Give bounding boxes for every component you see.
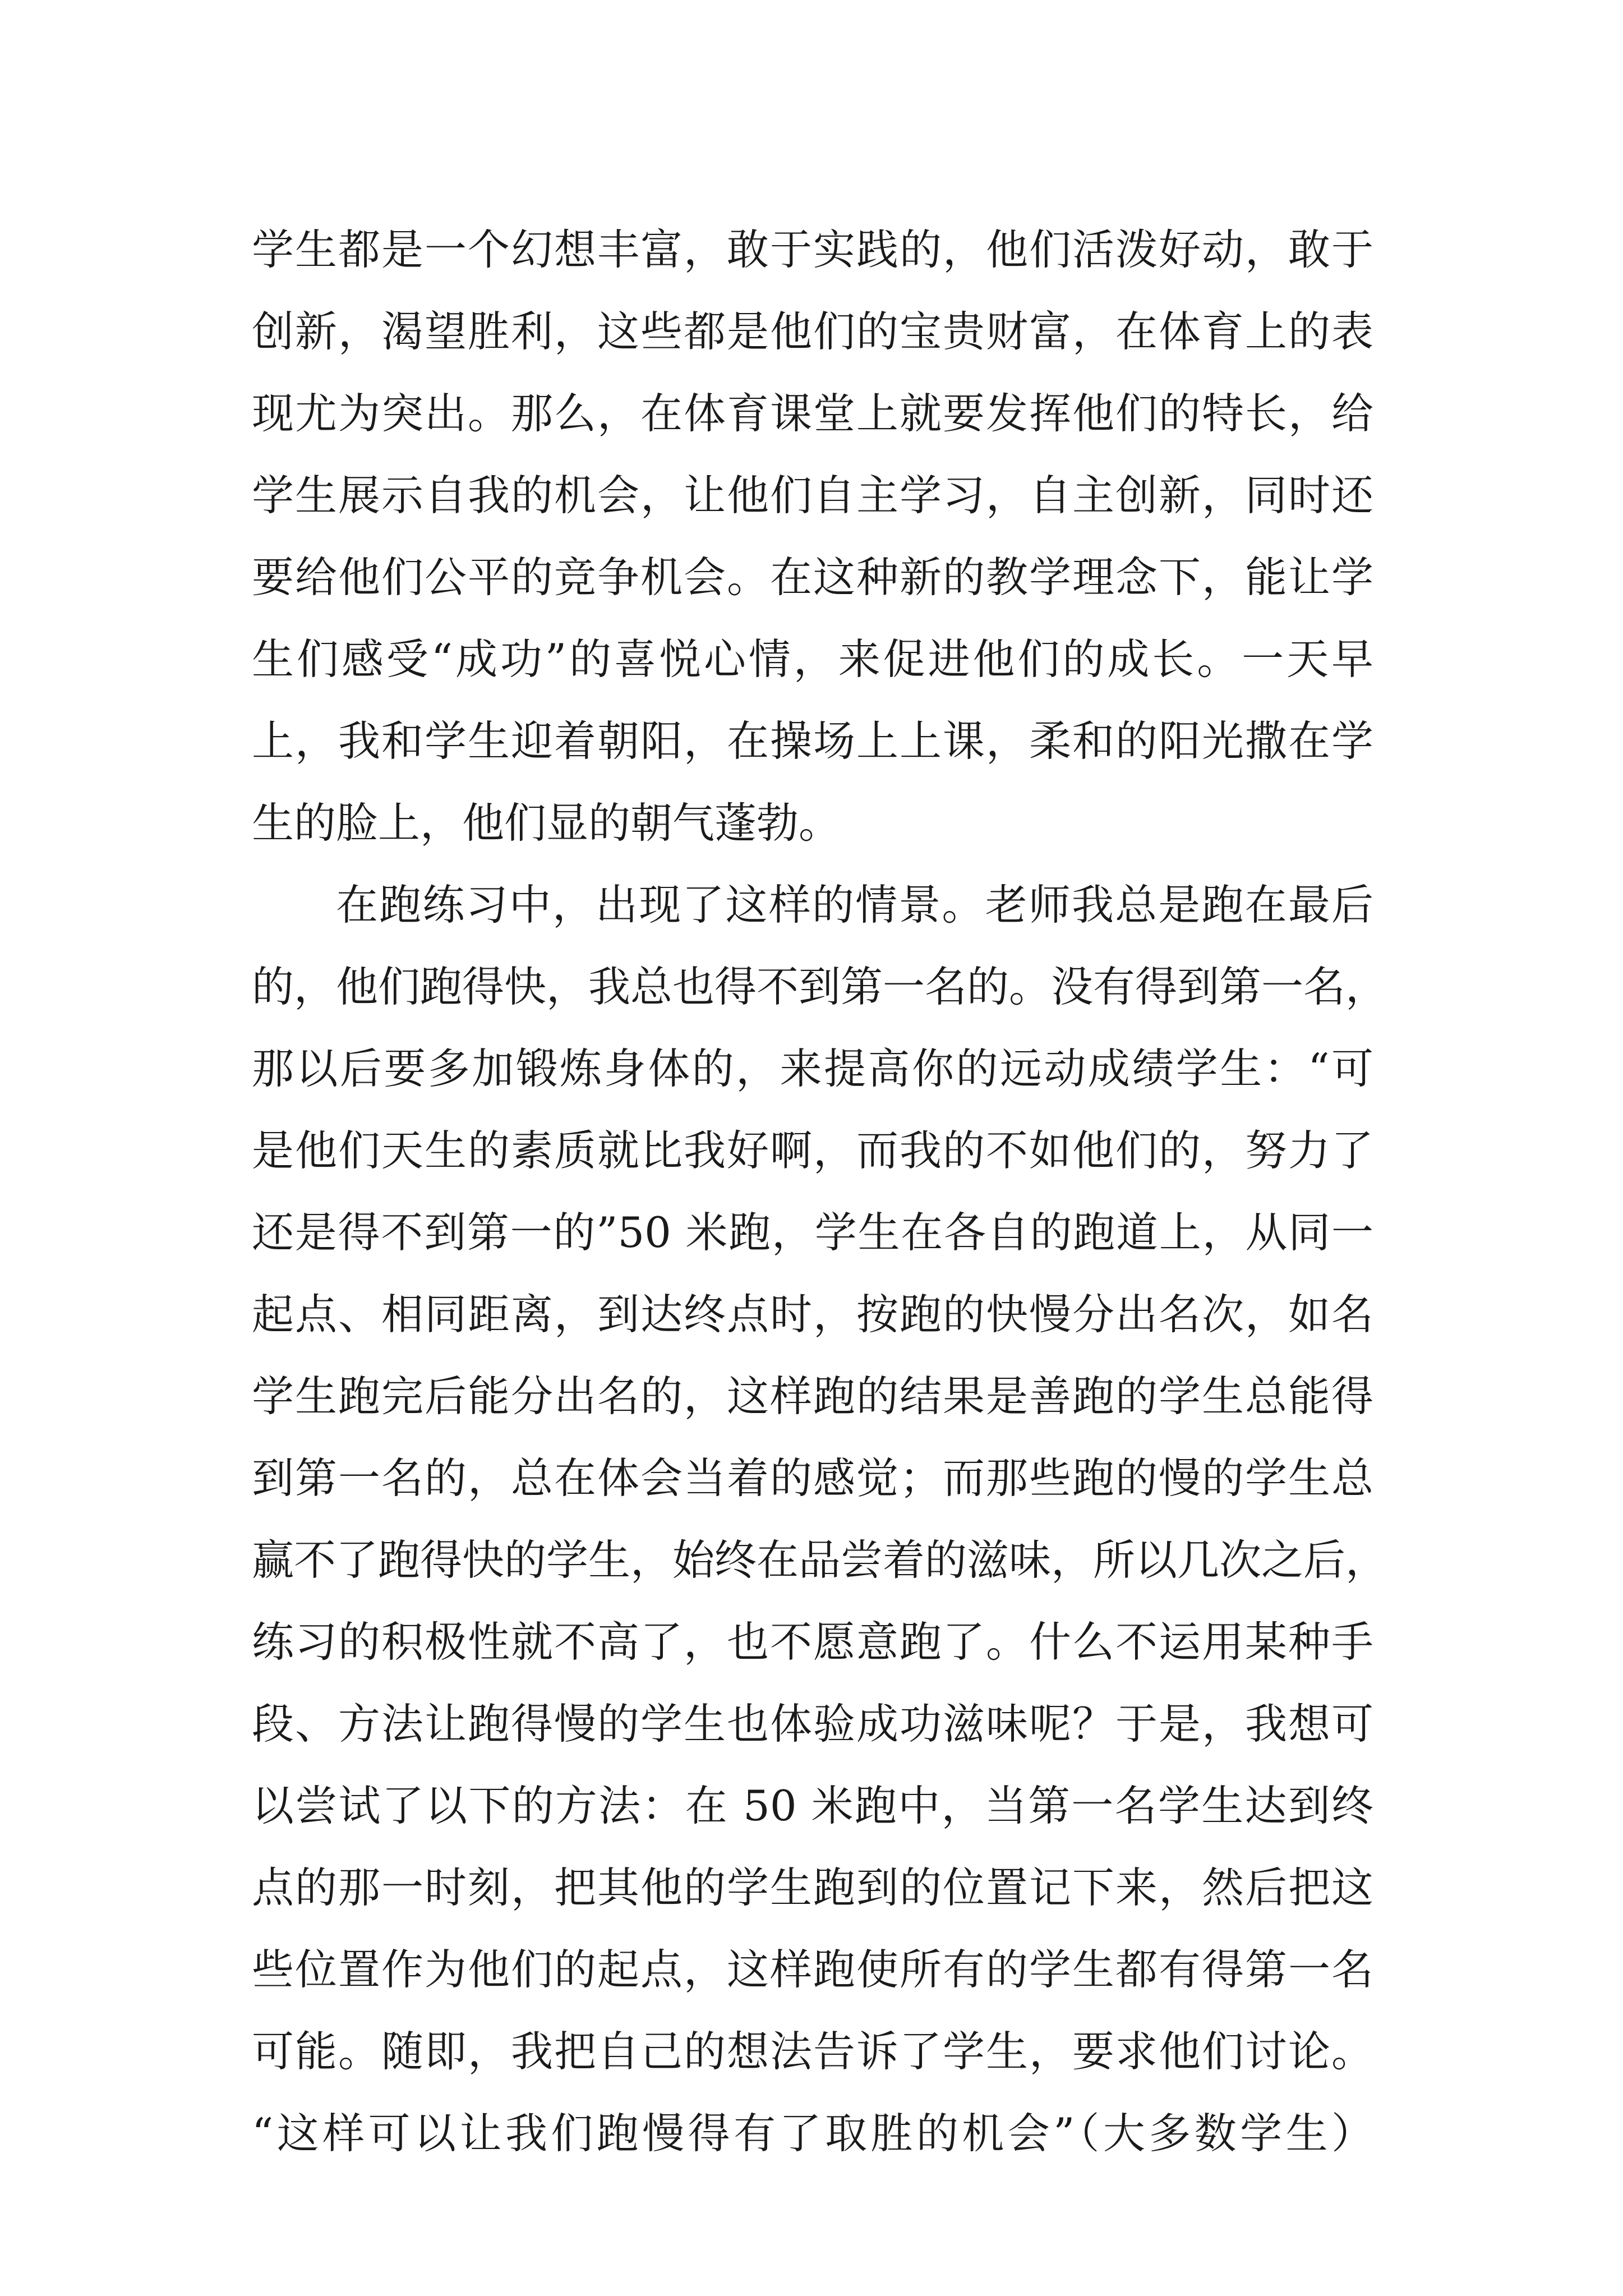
text-line: 起点、相同距离，到达终点时，按跑的快慢分出名次，如名 bbox=[252, 1290, 1373, 1339]
text-line: 创新，渴望胜利，这些都是他们的宝贵财富，在体育上的表 bbox=[252, 307, 1373, 356]
text-line: 生们感受“成功”的喜悦心情，来促进他们的成长。一天早 bbox=[252, 634, 1373, 684]
text-line: 到第一名的，总在体会当着的感觉；而那些跑的慢的学生总 bbox=[252, 1453, 1373, 1503]
text-line: 现尤为突出。那么，在体育课堂上就要发挥他们的特长，给 bbox=[252, 389, 1373, 438]
body-text bbox=[252, 209, 1388, 2174]
text-line: 是他们天生的素质就比我好啊，而我的不如他们的，努力了 bbox=[252, 1126, 1373, 1175]
text-line: 学生展示自我的机会，让他们自主学习，自主创新，同时还 bbox=[252, 471, 1373, 520]
text-line: 赢不了跑得快的学生，始终在品尝着的滋味，所以几次之后， bbox=[252, 1535, 1388, 1585]
text-line: 练习的积极性就不高了，也不愿意跑了。什么不运用某种手 bbox=[252, 1617, 1373, 1667]
text-line: 点的那一时刻，把其他的学生跑到的位置记下来，然后把这 bbox=[252, 1863, 1373, 1912]
text-line: 上，我和学生迎着朝阳，在操场上上课，柔和的阳光撒在学 bbox=[252, 716, 1373, 766]
text-line: 的，他们跑得快，我总也得不到第一名的。没有得到第一名， bbox=[252, 962, 1388, 1011]
text-line: 学生跑完后能分出名的，这样跑的结果是善跑的学生总能得 bbox=[252, 1372, 1373, 1421]
text-line: 段、方法让跑得慢的学生也体验成功滋味呢？于是，我想可 bbox=[252, 1699, 1373, 1749]
text-line: 那以后要多加锻炼身体的，来提高你的远动成绩学生：“可 bbox=[252, 1044, 1373, 1093]
text-line: “这样可以让我们跑慢得有了取胜的机会”（大多数学生） bbox=[252, 2109, 1373, 2158]
text-line: 可能。随即，我把自己的想法告诉了学生，要求他们讨论。 bbox=[252, 2027, 1373, 2076]
text-line: 还是得不到第一的”50 米跑，学生在各自的跑道上，从同一 bbox=[252, 1208, 1373, 1257]
text-line: 些位置作为他们的起点，这样跑使所有的学生都有得第一名 bbox=[252, 1945, 1373, 1994]
text-line: 生的脸上，他们显的朝气蓬勃。 bbox=[252, 798, 841, 848]
text-line: 要给他们公平的竞争机会。在这种新的教学理念下，能让学 bbox=[252, 553, 1373, 602]
text-line: 在跑练习中，出现了这样的情景。老师我总是跑在最后 bbox=[336, 880, 1373, 930]
text-line: 学生都是一个幻想丰富，敢于实践的，他们活泼好动，敢于 bbox=[252, 225, 1373, 274]
text-line: 以尝试了以下的方法：在 50 米跑中，当第一名学生达到终 bbox=[252, 1781, 1373, 1830]
